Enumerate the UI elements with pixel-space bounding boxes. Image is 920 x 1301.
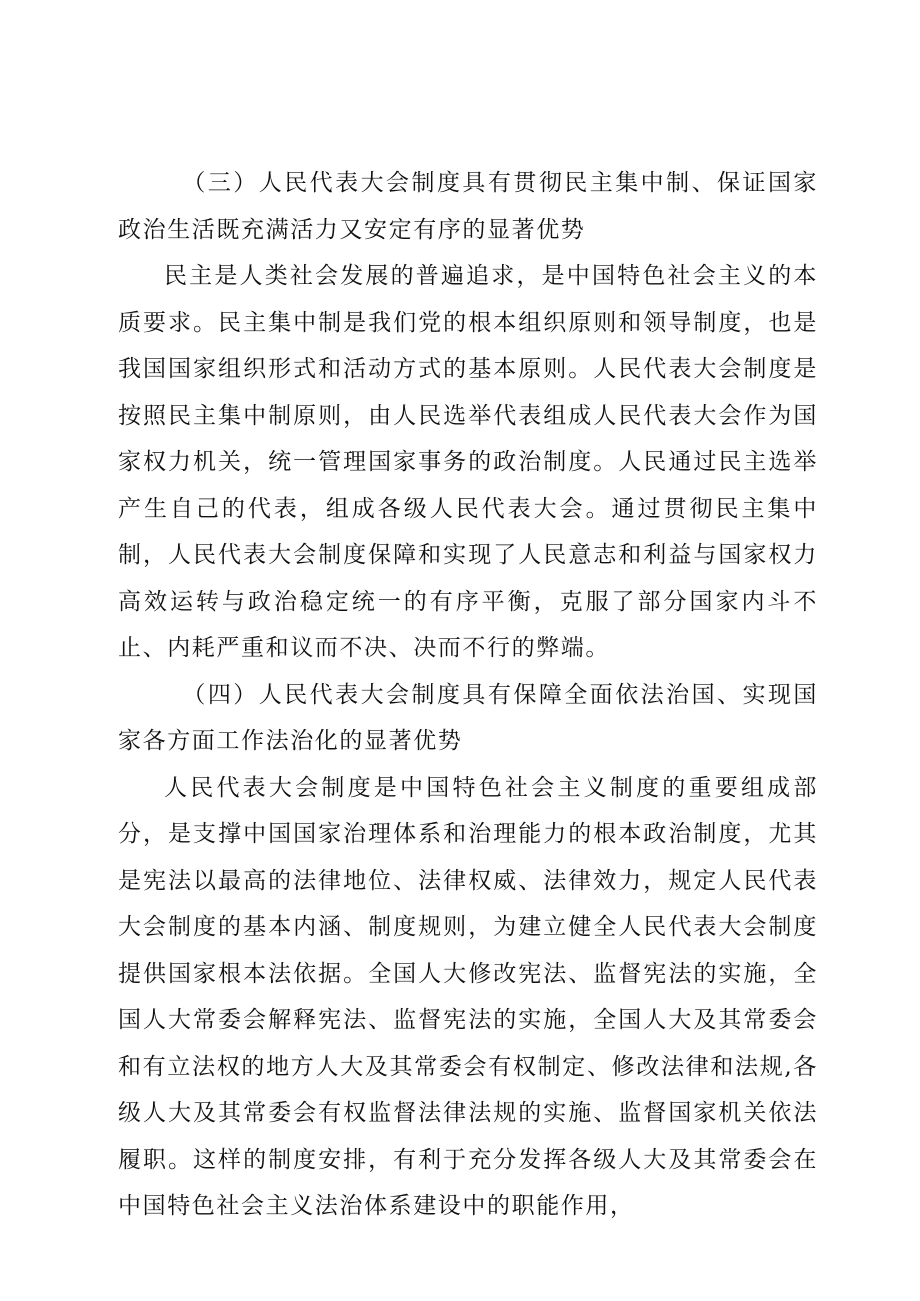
section-heading-3: （三）人民代表大会制度具有贯彻民主集中制、保证国家政治生活既充满活力又安定有序的显著优势 bbox=[118, 170, 818, 243]
section-paragraph-4: 人民代表大会制度是中国特色社会主义制度的重要组成部分，是支撑中国国家治理体系和治理能力的根本政治制度，尤其是宪法以最高的法律地位、法律权威、法律效力，规定人民代表大会制度的基本内涵、制度规则，为建立健全人民代表大会制度提供国家根本法依据。全国人大修改宪法、监督宪法的实施，全国人大常委会解释宪法、监督宪法的实施，全国人大及其常委会和有立法权的地方人大及其常委会有权制定、修改法律和法规,各级人大及其常委会有权监督法律法规的实施、监督国家机关依法履职。这样的制度安排，有利于充分发挥各级人大及其常委会在中国特色社会主义法治体系建设中的职能作用， bbox=[118, 774, 818, 1219]
document-body bbox=[118, 160, 818, 1230]
section-heading-4: （四）人民代表大会制度具有保障全面依法治国、实现国家各方面工作法治化的显著优势 bbox=[118, 681, 818, 754]
section-paragraph-3: 民主是人类社会发展的普遍追求，是中国特色社会主义的本质要求。民主集中制是我们党的根本组织原则和领导制度，也是我国国家组织形式和活动方式的基本原则。人民代表大会制度是按照民主集中制原则，由人民选举代表组成人民代表大会作为国家权力机关，统一管理国家事务的政治制度。人民通过民主选举产生自己的代表，组成各级人民代表大会。通过贯彻民主集中制，人民代表大会制度保障和实现了人民意志和利益与国家权力高效运转与政治稳定统一的有序平衡，克服了部分国家内斗不止、内耗严重和议而不决、决而不行的弊端。 bbox=[118, 263, 818, 661]
